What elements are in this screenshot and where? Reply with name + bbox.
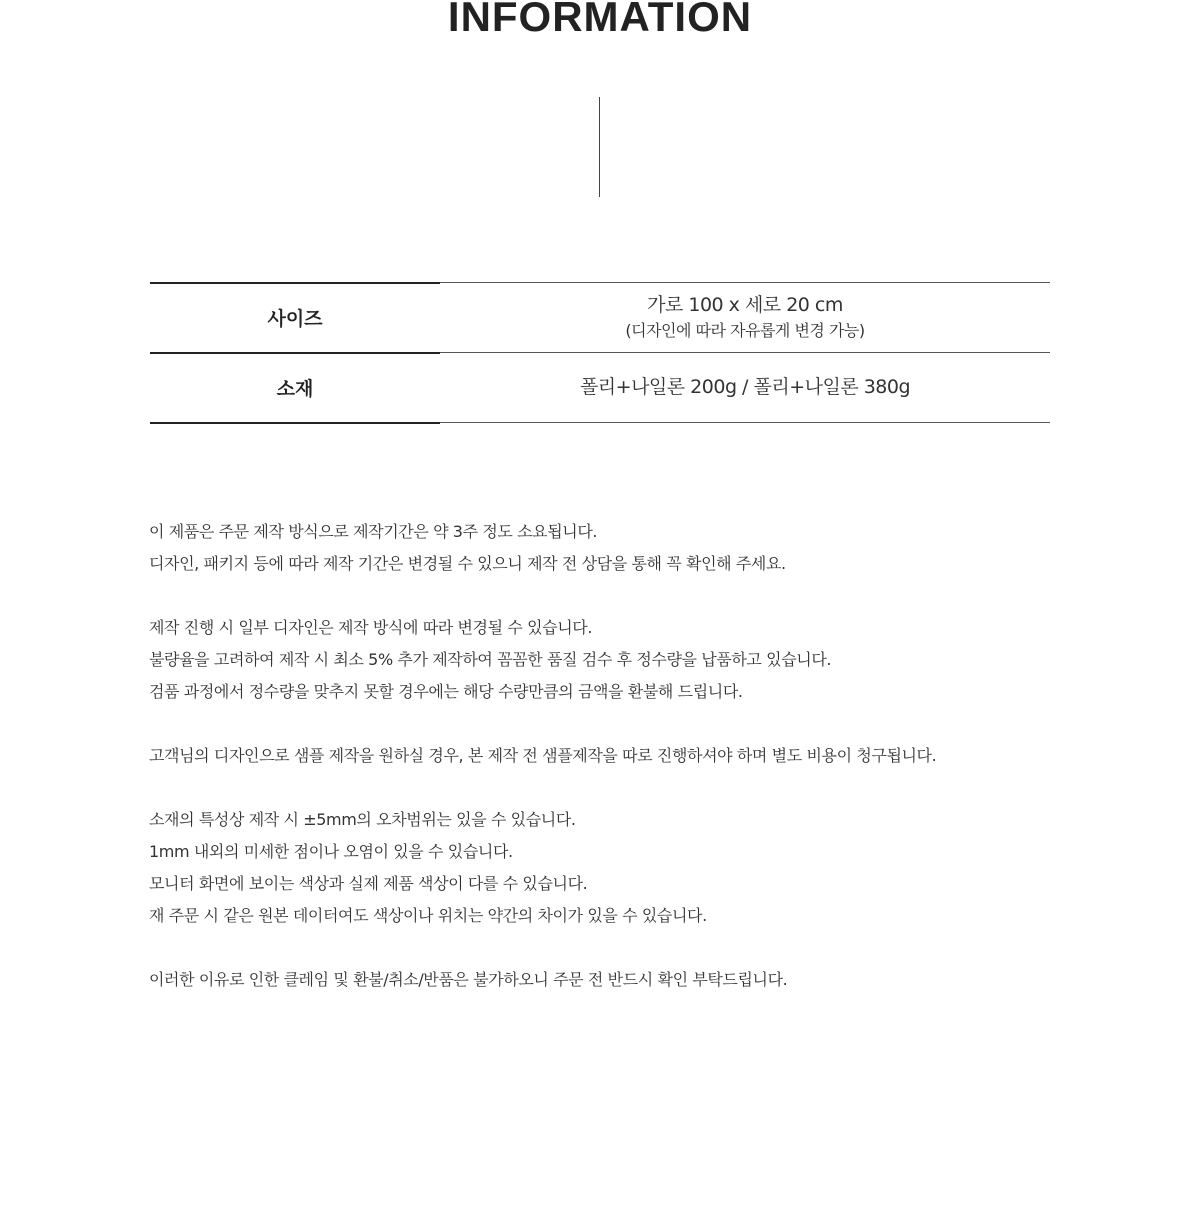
spec-value-size [440,291,1050,343]
material-value: 폴리+나일론 200g / 폴리+나일론 380g [579,376,911,398]
notes-section [149,516,1149,996]
note-line: 이 제품은 주문 제작 방식으로 제작기간은 약 3주 정도 소요됩니다. [149,522,598,541]
note-line: 검품 과정에서 정수량을 맞추지 못할 경우에는 해당 수량만큼의 금액을 환불해 드립니다. [149,682,743,701]
note-line: 불량율을 고려하여 제작 시 최소 5% 추가 제작하여 꼼꼼한 품질 검수 후 정수량을 납품하고 있습니다. [149,650,832,669]
spec-row-size [150,282,1050,352]
note-line: 제작 진행 시 일부 디자인은 제작 방식에 따라 변경될 수 있습니다. [149,618,593,637]
note-line: 1mm 내외의 미세한 점이나 오염이 있을 수 있습니다. [149,842,513,861]
page-title: INFORMATION [447,0,753,40]
spec-label-size: 사이즈 [267,307,323,330]
spec-value-material [440,373,1050,401]
size-value: 가로 100 x 세로 20 cm [647,294,843,316]
note-line: 재 주문 시 같은 원본 데이터여도 색상이나 위치는 약간의 차이가 있을 수 있습니다. [149,906,707,925]
note-line: 이러한 이유로 인한 클레임 및 환불/취소/반품은 불가하오니 주문 전 반드시 확인 부탁드립니다. [149,970,788,989]
spec-label-material: 소재 [276,377,314,400]
size-note: (디자인에 따라 자유롭게 변경 가능) [625,321,865,340]
spec-row-material [150,352,1050,422]
note-line: 소재의 특성상 제작 시 ±5mm의 오차범위는 있을 수 있습니다. [149,810,576,829]
label-column-bottom-border [150,422,440,424]
spec-table [150,282,1050,422]
note-line: 고객님의 디자인으로 샘플 제작을 원하실 경우, 본 제작 전 샘플제작을 따로 진행하셔야 하며 별도 비용이 청구됩니다. [149,746,937,765]
note-line: 모니터 화면에 보이는 색상과 실제 제품 색상이 다를 수 있습니다. [149,874,588,893]
note-line: 디자인, 패키지 등에 따라 제작 기간은 변경될 수 있으니 제작 전 상담을 통해 꼭 확인해 주세요. [149,554,786,573]
vertical-divider [599,97,600,197]
